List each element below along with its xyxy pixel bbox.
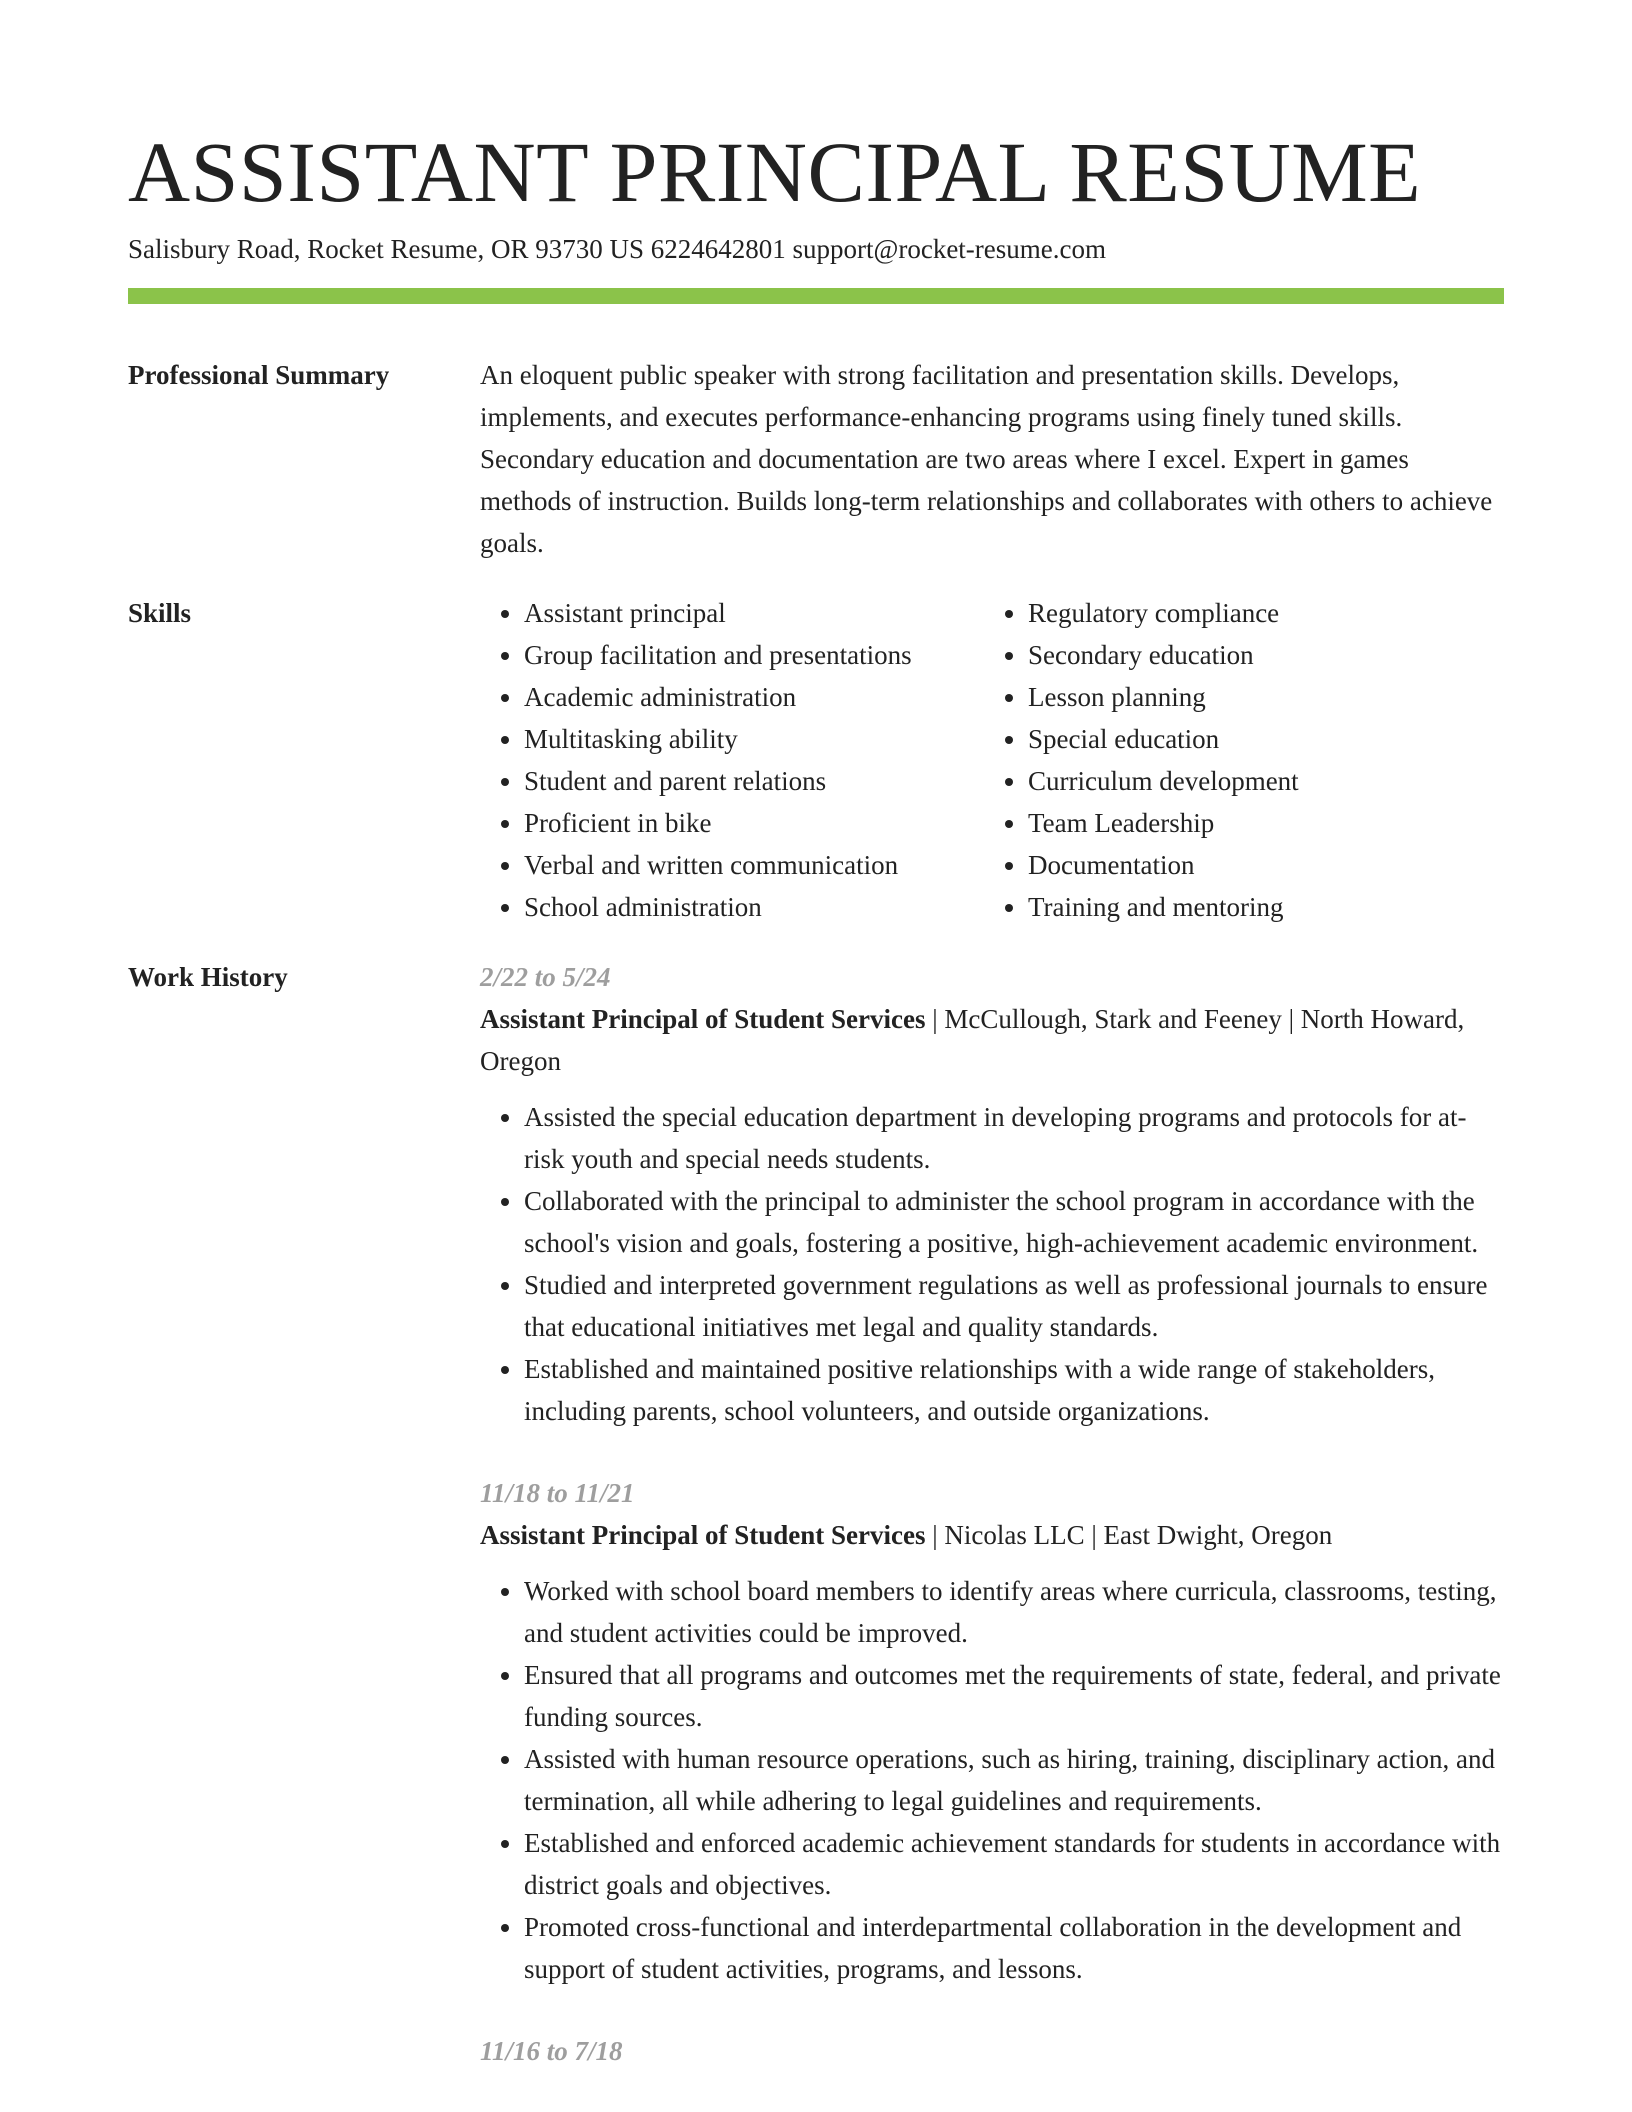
job-bullet: • Promoted cross-functional and interdepartmental collaboration in the development and support of student activities, programs, and lessons. bbox=[524, 1906, 1504, 1990]
skill-item: • Curriculum development bbox=[1028, 760, 1299, 802]
job-entry bbox=[480, 2030, 1504, 2072]
job-heading bbox=[480, 1514, 1504, 1556]
skills-list-right bbox=[984, 592, 1299, 928]
job-bullet: • Established and enforced academic achievement standards for students in accordance with district goals and objectives. bbox=[524, 1822, 1504, 1906]
jobs-list bbox=[480, 956, 1504, 2112]
skill-item: • Team Leadership bbox=[1028, 802, 1299, 844]
job-role: Assistant Principal of Student Services bbox=[480, 1520, 926, 1550]
skill-item: • Assistant principal bbox=[524, 592, 984, 634]
skills-list-left bbox=[480, 592, 984, 928]
job-bullet: • Worked with school board members to identify areas where curricula, classrooms, testing, and student activities could be improved. bbox=[524, 1570, 1504, 1654]
summary-text: An eloquent public speaker with strong facilitation and presentation skills. Develops, implements, and executes performance-enhancing programs using finely tuned skills. Secondary education and documentation are two areas where I excel. Expert in games methods of instruction. Builds long-term relationships and collaborates with others to achieve goals. bbox=[480, 360, 1493, 558]
summary-section bbox=[128, 354, 1504, 564]
accent-divider bbox=[128, 288, 1504, 304]
skill-item: • Secondary education bbox=[1028, 634, 1299, 676]
skill-item: • Documentation bbox=[1028, 844, 1299, 886]
job-role: Assistant Principal of Student Services bbox=[480, 1004, 926, 1034]
skill-item: • Regulatory compliance bbox=[1028, 592, 1299, 634]
skill-item: • Special education bbox=[1028, 718, 1299, 760]
skill-item: • Proficient in bike bbox=[524, 802, 984, 844]
job-employer-location: | Nicolas LLC | East Dwight, Oregon bbox=[925, 1520, 1333, 1550]
summary-heading: Professional Summary bbox=[128, 360, 390, 390]
job-entry bbox=[480, 1472, 1504, 1990]
work-history-heading: Work History bbox=[128, 962, 288, 992]
resume-page bbox=[128, 0, 1504, 2112]
job-dates: 11/18 to 11/21 bbox=[480, 1478, 635, 1508]
job-bullet: • Studied and interpreted government regulations as well as professional journals to ensure that educational initiatives met legal and quality standards. bbox=[524, 1264, 1504, 1348]
skills-heading: Skills bbox=[128, 598, 192, 628]
job-heading bbox=[480, 998, 1504, 1082]
skills-grid bbox=[480, 592, 1504, 928]
job-bullets bbox=[480, 1096, 1504, 1432]
contact-line: Salisbury Road, Rocket Resume, OR 93730 US 6224642801 support@rocket-resume.com bbox=[128, 234, 1106, 264]
skill-item: • Academic administration bbox=[524, 676, 984, 718]
job-bullet: • Assisted the special education department in developing programs and protocols for at-risk youth and special needs students. bbox=[524, 1096, 1504, 1180]
skill-item: • School administration bbox=[524, 886, 984, 928]
job-entry bbox=[480, 956, 1504, 1432]
skill-item: • Training and mentoring bbox=[1028, 886, 1299, 928]
resume-title: ASSISTANT PRINCIPAL RESUME bbox=[128, 124, 1422, 220]
job-bullet: • Established and maintained positive relationships with a wide range of stakeholders, including parents, school volunteers, and outside organizations. bbox=[524, 1348, 1504, 1432]
job-bullet: • Assisted with human resource operations, such as hiring, training, disciplinary action, and termination, all while adhering to legal guidelines and requirements. bbox=[524, 1738, 1504, 1822]
job-dates: 2/22 to 5/24 bbox=[480, 962, 611, 992]
job-bullets bbox=[480, 1570, 1504, 1990]
job-bullet: • Ensured that all programs and outcomes met the requirements of state, federal, and private funding sources. bbox=[524, 1654, 1504, 1738]
work-history-section bbox=[128, 956, 1504, 2112]
job-bullet: • Collaborated with the principal to administer the school program in accordance with the school's vision and goals, fostering a positive, high-achievement academic environment. bbox=[524, 1180, 1504, 1264]
skills-section bbox=[128, 592, 1504, 928]
skill-item: • Multitasking ability bbox=[524, 718, 984, 760]
skill-item: • Student and parent relations bbox=[524, 760, 984, 802]
skill-item: • Group facilitation and presentations bbox=[524, 634, 984, 676]
job-dates: 11/16 to 7/18 bbox=[480, 2036, 623, 2066]
skill-item: • Verbal and written communication bbox=[524, 844, 984, 886]
job-employer-location: | McCullough, Stark and Feeney | North Howard, Oregon bbox=[480, 1004, 1465, 1076]
skill-item: • Lesson planning bbox=[1028, 676, 1299, 718]
